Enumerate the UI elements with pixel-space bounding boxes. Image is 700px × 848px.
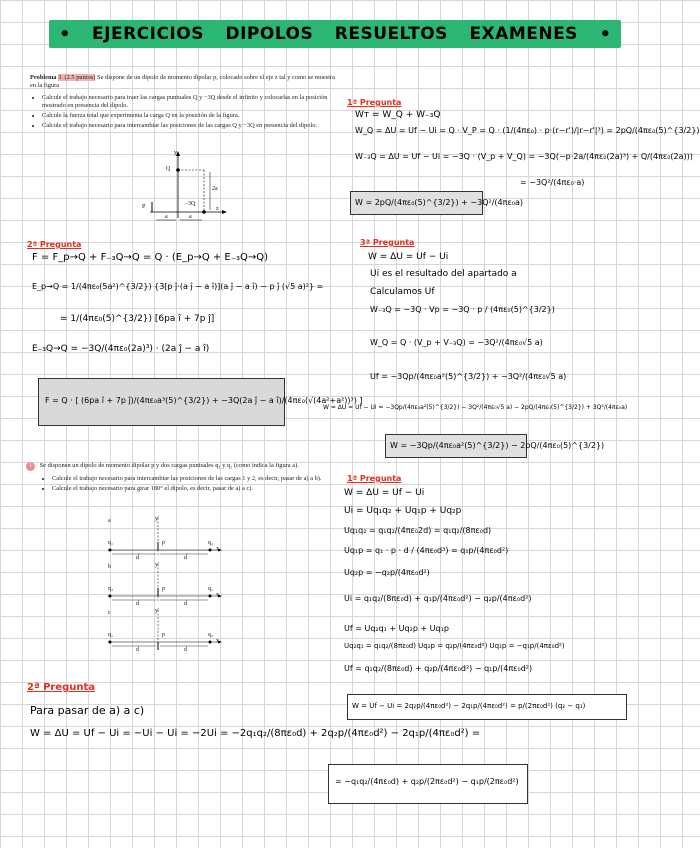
p1q1-line: Wᴛ = W_Q + W₋₃Q — [355, 110, 441, 120]
p1q3-line: Calculamos Uf — [370, 287, 435, 297]
p2q1-line: Uf = Uq₂q₁ + Uq₂p + Uq₁p — [344, 624, 449, 633]
fig2-dipole: p — [162, 540, 165, 546]
fig2-right-charge: q₂ — [208, 540, 214, 546]
problem-1-bullet: • Calcule el trabajo necesario para traer las cargas puntuales Q y −3Q desde el infinito y colocarlas en la posición mostrado en presencia del dipolo. — [42, 94, 336, 110]
banner-bullet-left: • — [59, 23, 71, 45]
fig2-x-label: x — [216, 592, 219, 598]
banner-word-4: EXAMENES — [469, 24, 578, 44]
fig2-x-label: x — [216, 638, 219, 644]
p1q2-line: F = F_p→Q + F₋₃Q→Q = Q · (E_p→Q + E₋₃Q→Q) — [32, 252, 269, 263]
title-banner — [49, 20, 621, 48]
fig2-dipole: p — [162, 632, 165, 638]
p1q2-line: E_p→Q = 1/(4πε₀(5a²)^{3/2}) {3[p ĵ·(a ĵ − a î)](a ĵ − a î) − p ĵ (√5 a)²} = — [32, 282, 324, 291]
p2q1-heading: 1ª Pregunta — [347, 474, 402, 483]
problem-1-bullet: • Calcule la fuerza total que experimenta la carga Q en la posición de la figura. — [42, 112, 336, 120]
p2q2-line: W = ΔU = Uf − Ui = −Ui − Ui = −2Ui = −2q₁q₂/(8πε₀d) + 2q₂p/(4πε₀d²) − 2q₁p/(4πε₀d²) = — [30, 728, 481, 739]
p2q2-intro: Para pasar de a) a c) — [30, 704, 145, 717]
fig1-q-label: Q — [166, 166, 171, 172]
p1q2-result-box: F = Q · [ (6pa î + 7p ĵ)/(4πε₀a³(5)^{3/2}) + −3Q(2a ĵ − a î)/(4πε₀(√(4a²+a²))³) ] — [38, 378, 285, 426]
fig2-d-label: d — [184, 601, 187, 607]
fig2-left-charge: q₂ — [108, 586, 114, 592]
p1q3-line: Uf = −3Qp/(4πε₀a²(5)^{3/2}) + −3Q²/(4πε₀√5 a) — [370, 372, 567, 381]
p2q1-line: Uq₂q₁ = q₁q₂/(8πε₀d) Uq₂p = q₂p/(4πε₀d²) Uq₁p = −q₁p/(4πε₀d²) — [344, 642, 565, 650]
p1q1-line: = −3Q²/(4πε₀·a) — [520, 178, 585, 187]
p2q1-line: Uf = q₁q₂/(8πε₀d) + q₂p/(4πε₀d²) − q₁p/(4πε₀d²) — [344, 664, 533, 673]
banner-word-3: RESUELTOS — [334, 24, 448, 44]
fig2-d-label: d — [136, 601, 139, 607]
fig2-d-label: d — [184, 555, 187, 561]
p2q1-line: Ui = Uq₁q₂ + Uq₁p + Uq₂p — [344, 506, 462, 516]
fig1-p-label: P — [142, 204, 146, 210]
problem-1-text: Se dispone de un dipolo de momento dipolar p, colocado sobre el eje z tal y como se muestra en la figura — [30, 74, 336, 89]
p2q1-line: Uq₁q₂ = q₁q₂/(4πε₀2d) = q₁q₂/(8πε₀d) — [344, 526, 492, 535]
problem-2-statement — [26, 462, 332, 495]
banner-bullet-right: • — [599, 23, 611, 45]
p2q1-line: Ui = q₁q₂/(8πε₀d) + q₁p/(4πε₀d²) − q₂p/(4πε₀d²) — [344, 594, 532, 603]
p1q3-result-box: W = −3Qp/(4πε₀a²(5)^{3/2}) − 2pQ/(4πε₀(5)^{3/2}) — [385, 434, 527, 458]
p1q1-result-box: W = 2pQ/(4πε₀(5)^{3/2}) + −3Q²/(4πε₀a) — [350, 191, 483, 215]
fig2-panel-tag: c — [108, 610, 111, 616]
p2q1-line: Uq₂p = −q₂p/(4πε₀d²) — [344, 568, 430, 577]
fig1-neg-label: -3Q — [186, 201, 196, 207]
fig2-left-charge: q₁ — [108, 540, 114, 546]
p1q1-line: W₋₃Q = ΔU = Uf − Ui = −3Q · (V_p + V_Q) = −3Q(−p·2a/(4πε₀(2a)³) + Q/(4πε₀(2a))) — [355, 152, 693, 161]
fig2-panel-tag: a — [108, 518, 111, 524]
fig1-z-label: z — [216, 206, 219, 212]
fig1-a-label: a — [165, 214, 168, 220]
fig2-dipole: p — [162, 586, 165, 592]
p2q1-line: W = ΔU = Uf − Ui — [344, 488, 425, 498]
problem-2-bullet: • Calcule el trabajo necesario para girar 180° el dipolo, es decir, pasar de a) a c). — [52, 485, 332, 493]
p2q1-result-box: W = Uf − Ui = 2q₂p/(4πε₀d²) − 2q₁p/(4πε₀d²) = p/(2πε₀d²) (q₂ − q₁) — [347, 694, 627, 720]
problem-2-number: 1 — [26, 462, 35, 471]
problem-1-title: Problema — [30, 74, 57, 81]
p1q3-line: W_Q = Q · (V_p + V₋₃Q) = −3Q²/(4πε₀√5 a) — [370, 338, 543, 347]
fig1-a-label: a — [189, 214, 192, 220]
fig2-y-label: y' — [155, 608, 160, 614]
p1q2-heading: 2ª Pregunta — [27, 240, 82, 249]
p1q1-heading: 1ª Pregunta — [347, 98, 402, 107]
fig2-y-label: y' — [155, 562, 160, 568]
p2q2-result-box: = −q₁q₂/(4πε₀d) + q₂p/(2πε₀d²) − q₁p/(2πε₀d²) — [328, 764, 528, 804]
fig2-right-charge: q₁ — [208, 586, 214, 592]
fig1-y-label: y — [174, 150, 177, 156]
p1q3-line: W = ΔU = Uf − Ui = −3Qp/(4πε₀a²(5)^{3/2}) − 3Q²/(4πε₀√5 a) − 2pQ/(4πε₀(5)^{3/2}) + 3Q²/(4πε₀a) — [323, 404, 628, 411]
p1q2-line: = 1/(4πε₀(5)^{3/2}) [6pa î + 7p ĵ] — [60, 314, 215, 324]
p1q3-line: W₋₃Q = −3Q · Vp = −3Q · p / (4πε₀(5)^{3/2}) — [370, 305, 555, 314]
fig2-d-label: d — [136, 647, 139, 653]
fig2-panel-tag: b — [108, 564, 111, 570]
fig2-y-label: y' — [155, 516, 160, 522]
fig2-d-label: d — [184, 647, 187, 653]
fig1-2a-label: 2a — [212, 186, 218, 192]
problem-1-statement — [30, 74, 336, 132]
problem-1-bullet: • Calcule el trabajo necesario para intercambiar las posiciones de las cargas Q y −3Q en presencia del dipolo. — [42, 122, 336, 130]
p1q3-heading: 3ª Pregunta — [360, 238, 415, 247]
p1q3-line: Ui es el resultado del apartado a — [370, 269, 517, 279]
fig2-d-label: d — [136, 555, 139, 561]
banner-word-2: DIPOLOS — [225, 24, 314, 44]
problem-2-text: Se disponen un dipolo de momento dipolar p y dos cargas puntuales q₁ y q₂ (como indica la figura a). — [39, 462, 299, 469]
banner-word-1: EJERCICIOS — [92, 24, 204, 44]
fig2-right-charge: q₂ — [208, 632, 214, 638]
fig2-left-charge: q₁ — [108, 632, 114, 638]
problem-1-points: 3. (2.5 puntos) — [58, 74, 96, 81]
problem-2-bullet: • Calcule el trabajo necesario para intercambiar las posiciones de las cargas 1 y 2, es decir, pasar de a) a b). — [52, 475, 332, 483]
p2q1-line: Uq₁p = q₁ · p · d / (4πε₀d³) = q₁p/(4πε₀d²) — [344, 546, 509, 555]
fig2-x-label: x — [216, 546, 219, 552]
p1q1-line: W_Q = ΔU = Uf − Ui = Q · V_P = Q · (1/(4πε₀) · p·(r−r')/|r−r'|³) = 2pQ/(4πε₀(5)^{3/2}) — [355, 126, 700, 135]
p1q3-line: W = ΔU = Uf − Ui — [368, 252, 449, 262]
p2q2-heading: 2ª Pregunta — [27, 682, 96, 693]
p1q2-line: E₋₃Q→Q = −3Q/(4πε₀(2a)³) · (2a ĵ − a î) — [32, 344, 210, 354]
